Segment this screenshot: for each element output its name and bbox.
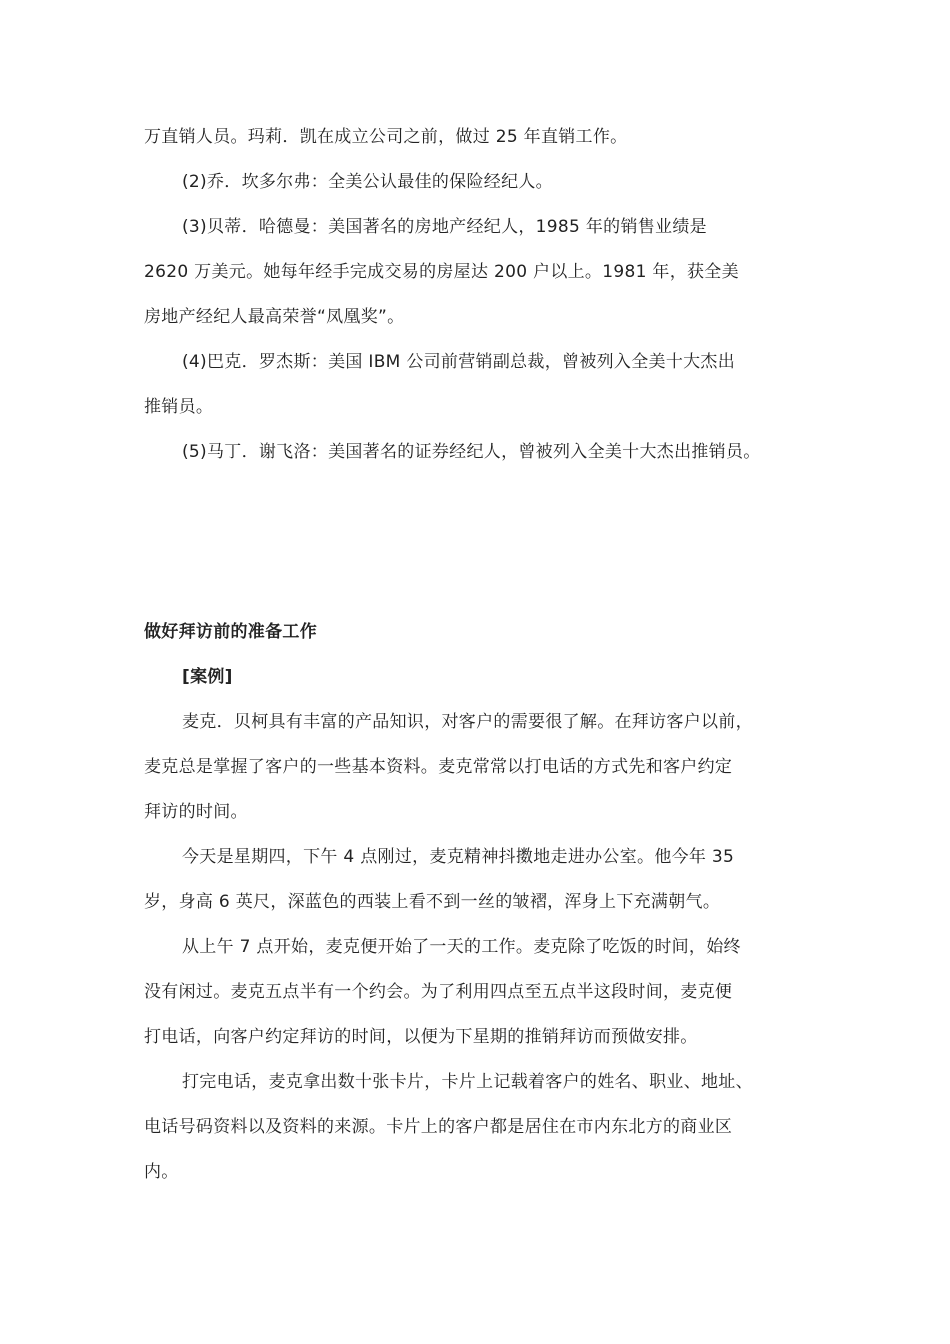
paragraph-line: 从上午 7 点开始，麦克便开始了一天的工作。麦克除了吃饭的时间，始终 — [182, 937, 741, 957]
case-label: [案例] — [182, 667, 233, 687]
list-item-4: (4)巴克．罗杰斯：美国 IBM 公司前营销副总裁，曾被列入全美十大杰出 — [182, 352, 736, 372]
paragraph-line: 打电话，向客户约定拜访的时间，以便为下星期的推销拜访而预做安排。 — [144, 1027, 698, 1047]
paragraph-line: 电话号码资料以及资料的来源。卡片上的客户都是居住在市内东北方的商业区 — [144, 1117, 733, 1137]
list-item-2: (2)乔．坎多尔弗：全美公认最佳的保险经纪人。 — [182, 172, 553, 192]
paragraph-line: 今天是星期四，下午 4 点刚过，麦克精神抖擞地走进办公室。他今年 35 — [182, 847, 735, 867]
body-line: 万直销人员。玛莉．凯在成立公司之前，做过 25 年直销工作。 — [144, 127, 628, 147]
paragraph-line: 没有闲过。麦克五点半有一个约会。为了利用四点至五点半这段时间，麦克便 — [144, 982, 733, 1002]
body-line: 推销员。 — [144, 397, 214, 417]
body-line: 2620 万美元。她每年经手完成交易的房屋达 200 户以上。1981 年，获全美 — [144, 262, 739, 282]
paragraph-line: 打完电话，麦克拿出数十张卡片，卡片上记载着客户的姓名、职业、地址、 — [182, 1072, 753, 1092]
paragraph-line: 内。 — [144, 1162, 179, 1182]
list-item-5: (5)马丁．谢飞洛：美国著名的证券经纪人，曾被列入全美十大杰出推销员。 — [182, 442, 761, 462]
body-line: 房地产经纪人最高荣誉“凤凰奖”。 — [144, 307, 405, 327]
paragraph-line: 麦克．贝柯具有丰富的产品知识，对客户的需要很了解。在拜访客户以前， — [182, 712, 753, 732]
paragraph-line: 岁，身高 6 英尺，深蓝色的西装上看不到一丝的皱褶，浑身上下充满朝气。 — [144, 892, 721, 912]
section-heading: 做好拜访前的准备工作 — [144, 622, 317, 642]
paragraph-line: 拜访的时间。 — [144, 802, 248, 822]
paragraph-line: 麦克总是掌握了客户的一些基本资料。麦克常常以打电话的方式先和客户约定 — [144, 757, 733, 777]
list-item-3: (3)贝蒂．哈德曼：美国著名的房地产经纪人，1985 年的销售业绩是 — [182, 217, 707, 237]
